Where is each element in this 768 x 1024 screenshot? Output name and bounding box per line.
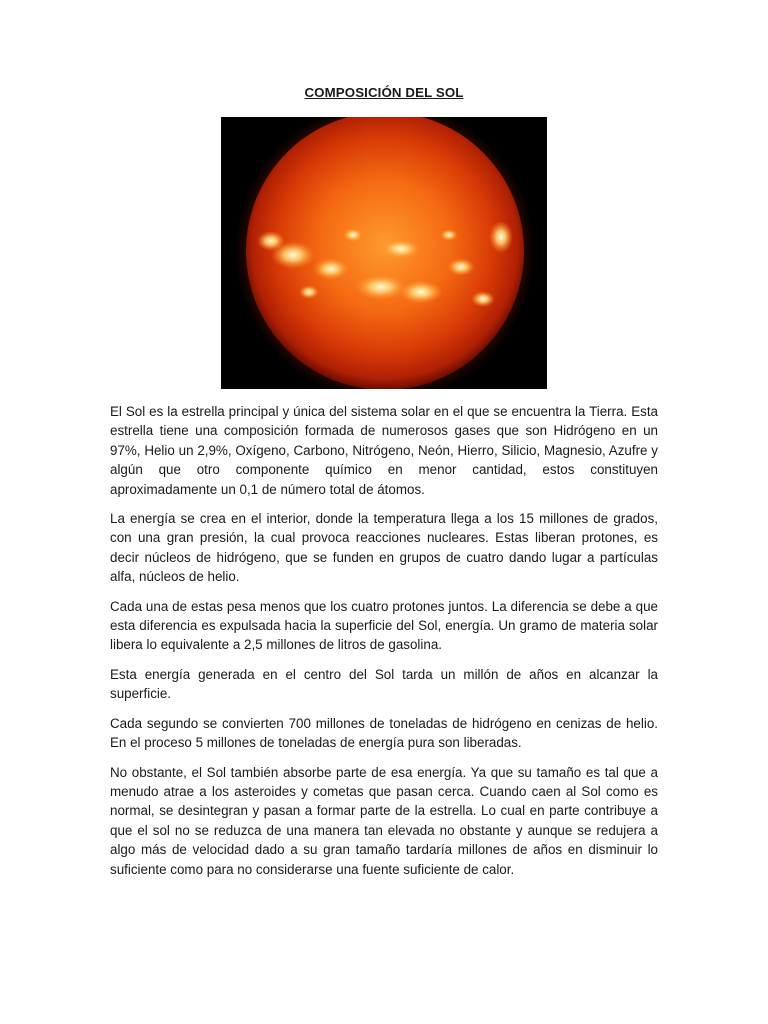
paragraph: Cada una de estas pesa menos que los cuatro protones juntos. La diferencia se debe a que esta diferencia es expulsada hacia la superficie del Sol, energía. Un gramo de materia solar libera lo equivalente a 2,5 millones de litros de gasolina. <box>110 598 658 653</box>
paragraph: No obstante, el Sol también absorbe parte de esa energía. Ya que su tamaño es tal que a menudo atrae a los asteroides y cometas que pasan cerca. Cuando caen al Sol como es normal, se desintegran y pasan a formar parte de la estrella. Lo cual en parte contribuye a que el sol no se reduzca de una manera tan elevada no obstante y aunque se redujera a algo más de velocidad dado a su gran tamaño tardaría millones de años en disminuir lo suficiente como para no considerarse una fuente suficiente de calor. <box>110 764 658 877</box>
document-body <box>110 402 658 889</box>
paragraph: Esta energía generada en el centro del Sol tarda un millón de años en alcanzar la superficie. <box>110 666 658 702</box>
page-title: COMPOSICIÓN DEL SOL <box>304 85 464 100</box>
sun-photo <box>221 117 547 389</box>
paragraph: Cada segundo se convierten 700 millones de toneladas de hidrógeno en cenizas de helio. En el proceso 5 millones de toneladas de energía pura son liberadas. <box>110 715 658 751</box>
sun-photo-icon <box>221 117 547 389</box>
paragraph: El Sol es la estrella principal y única del sistema solar en el que se encuentra la Tierra. Esta estrella tiene una composición formada de numerosos gases que son Hidrógeno en un 97%, Helio un 2,9%, Oxígeno, Carbono, Nitrógeno, Neón, Hierro, Silicio, Magnesio, Azufre y algún que otro componente químico en menor cantidad, estos constituyen aproximadamente un 0,1 de número total de átomos. <box>110 404 658 497</box>
paragraph: La energía se crea en el interior, donde la temperatura llega a los 15 millones de grados, con una gran presión, la cual provoca reacciones nucleares. Estas liberan protones, es decir núcleos de hidrógeno, que se funden en grupos de cuatro dando lugar a partículas alfa, núcleos de helio. <box>110 511 658 585</box>
